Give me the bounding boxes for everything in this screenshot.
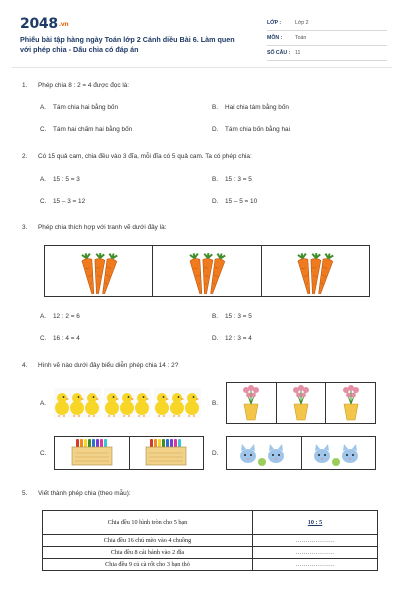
carrot-bunch-icon	[187, 248, 227, 294]
option-letter: A.	[40, 104, 47, 111]
option-letter: A.	[40, 176, 47, 183]
table-cell-answer	[253, 511, 378, 535]
table-cell-task: Chia đều 10 hình tròn cho 5 bạn	[43, 511, 253, 535]
meta-key: SỐ CÂU :	[267, 50, 291, 56]
meta-key: LỚP :	[267, 20, 282, 26]
q3-option-b[interactable]	[212, 313, 252, 320]
answer-blank[interactable]: ...................	[295, 561, 335, 568]
vase-cell	[227, 383, 277, 423]
q3-option-c[interactable]	[40, 335, 80, 342]
q2-option-d[interactable]	[212, 198, 257, 205]
answer-blank[interactable]: ...................	[295, 549, 335, 556]
carrot-bunch-icon	[295, 248, 335, 294]
chicks-picture	[54, 388, 204, 418]
question-5	[22, 490, 131, 497]
crayons-picture	[54, 436, 204, 470]
flower-vase-icon	[286, 384, 316, 422]
option-text: 15 : 3 = 5	[225, 176, 252, 183]
option-text: 15 : 3 = 5	[225, 313, 252, 320]
option-letter: B.	[212, 400, 219, 407]
option-letter: C.	[40, 450, 47, 457]
meta-value: 11	[295, 50, 301, 56]
q1-option-a[interactable]	[40, 104, 118, 111]
option-text: Hai chia tám bằng bốn	[225, 104, 289, 111]
option-letter: B.	[212, 104, 219, 111]
site-logo[interactable]	[20, 16, 68, 32]
cat-cell	[302, 437, 376, 469]
table-cell-answer[interactable]	[253, 559, 378, 571]
option-letter: D.	[212, 198, 219, 205]
meta-row-subject	[267, 31, 387, 46]
table-row	[43, 559, 378, 571]
option-letter: A.	[40, 400, 47, 407]
worksheet-meta	[267, 16, 387, 61]
division-table	[42, 510, 378, 571]
cat-cell	[227, 437, 302, 469]
cats-picture	[226, 436, 376, 470]
q1-option-c[interactable]	[40, 126, 132, 133]
question-number: 4.	[22, 362, 28, 369]
flower-vase-icon	[336, 384, 366, 422]
question-4	[22, 362, 178, 369]
table-cell-answer[interactable]	[253, 547, 378, 559]
option-text: 12 : 2 = 6	[53, 313, 80, 320]
option-letter: B.	[212, 176, 219, 183]
q2-option-b[interactable]	[212, 176, 252, 183]
question-number: 2.	[22, 153, 28, 160]
vases-picture	[226, 382, 376, 424]
option-letter: D.	[212, 335, 219, 342]
vase-cell	[277, 383, 327, 423]
meta-value: Lớp 2	[295, 20, 309, 26]
crayon-cell	[130, 437, 204, 469]
meta-row-class	[267, 16, 387, 31]
q4-option-b[interactable]	[212, 400, 225, 407]
q3-option-a[interactable]	[40, 313, 80, 320]
option-text: 15 – 5 = 10	[225, 198, 258, 205]
worksheet-title: Phiếu bài tập hàng ngày Toán lớp 2 Cánh diều Bài 6. Làm quen với phép chia - Dấu chia có đáp án	[20, 35, 235, 54]
option-letter: A.	[40, 313, 47, 320]
cats-icon	[308, 438, 368, 468]
question-3	[22, 224, 166, 231]
question-text: Phép chia thích hợp với tranh vẽ dưới đây là:	[38, 224, 167, 231]
option-letter: D.	[212, 126, 219, 133]
option-letter: C.	[40, 198, 47, 205]
carrot-bunch-icon	[79, 248, 119, 294]
option-text: Tám chia bốn bằng hai	[225, 126, 291, 133]
table-cell-task: Chia đều 9 củ cà rốt cho 3 bạn thỏ	[43, 559, 253, 571]
option-letter: C.	[40, 126, 47, 133]
q2-option-c[interactable]	[40, 198, 85, 205]
q1-option-d[interactable]	[212, 126, 290, 133]
q4-option-c[interactable]	[40, 450, 53, 457]
carrot-group	[45, 246, 153, 296]
table-cell-task: Chia đều 16 chú mèo vào 4 chuồng	[43, 535, 253, 547]
question-text: Phép chia 8 : 2 = 4 được đọc là:	[38, 82, 130, 89]
logo-suffix: .vn	[58, 21, 69, 28]
crayon-box-icon	[65, 439, 119, 467]
q1-option-b[interactable]	[212, 104, 289, 111]
option-text: 15 : 5 = 3	[53, 176, 80, 183]
table-row	[43, 535, 378, 547]
carrot-group	[262, 246, 369, 296]
question-number: 1.	[22, 82, 28, 89]
cats-icon	[234, 438, 294, 468]
table-row	[43, 511, 378, 535]
meta-row-count	[267, 46, 387, 61]
q4-option-d[interactable]	[212, 450, 225, 457]
vase-cell	[326, 383, 375, 423]
table-row	[43, 547, 378, 559]
question-1	[22, 82, 129, 89]
option-text: 15 – 3 = 12	[53, 198, 86, 205]
worksheet-header	[12, 10, 392, 68]
question-text: Có 15 quả cam, chia đều vào 3 đĩa, mỗi đĩa có 5 quả cam. Ta có phép chia:	[38, 153, 252, 160]
option-text: 16 : 4 = 4	[53, 335, 80, 342]
table-cell-answer[interactable]	[253, 535, 378, 547]
carrot-group	[153, 246, 261, 296]
question-text: Hình vẽ nào dưới đây biểu diễn phép chia 14 : 2?	[38, 362, 179, 369]
crayon-cell	[55, 437, 130, 469]
table-cell-task: Chia đều 8 cái bánh vào 2 đĩa	[43, 547, 253, 559]
question-text: Viết thành phép chia (theo mẫu):	[38, 490, 131, 497]
q2-option-a[interactable]	[40, 176, 80, 183]
example-answer: 10 : 5	[307, 519, 323, 526]
question-number: 5.	[22, 490, 28, 497]
option-letter: C.	[40, 335, 47, 342]
flower-vase-icon	[236, 384, 266, 422]
option-letter: B.	[212, 313, 219, 320]
meta-value: Toán	[295, 35, 307, 41]
question-2	[22, 153, 252, 160]
meta-key: MÔN :	[267, 35, 283, 41]
option-text: Tám chia hai bằng bốn	[53, 104, 119, 111]
logo-text: 2048	[20, 16, 58, 32]
carrot-picture	[44, 245, 370, 297]
q4-option-a[interactable]	[40, 400, 53, 407]
option-text: 12 : 3 = 4	[225, 335, 252, 342]
question-number: 3.	[22, 224, 28, 231]
crayon-box-icon	[139, 439, 193, 467]
q3-option-d[interactable]	[212, 335, 252, 342]
answer-blank[interactable]: ...................	[295, 537, 335, 544]
chicks-icon	[54, 388, 204, 418]
option-letter: D.	[212, 450, 219, 457]
option-text: Tám hai chấm hai bằng bốn	[53, 126, 133, 133]
